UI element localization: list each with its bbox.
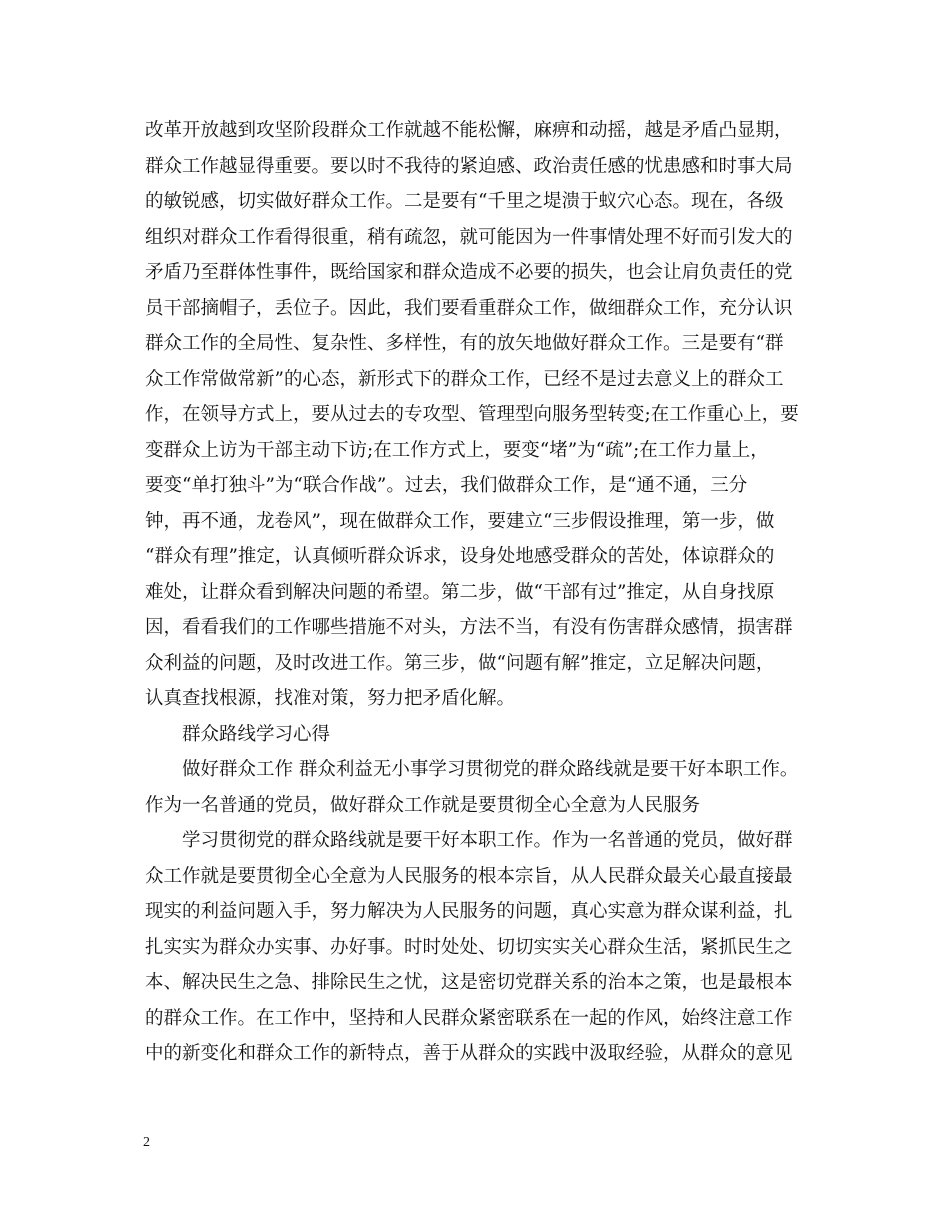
text-line: 要变“单打独斗”为“联合作战”。过去，我们做群众工作，是“通不通，三分 xyxy=(145,475,748,496)
text-line: 群众工作越显得重要。要以时不我待的紧迫感、政治责任感的忧患感和时事大局 xyxy=(145,155,793,177)
text-line: 认真查找根源，找准对策，努力把矛盾化解。 xyxy=(145,688,516,709)
text-line: 众工作就是要贯彻全心全意为人民服务的根本宗旨，从人民群众最关心最直接最 xyxy=(145,865,793,887)
text-line: 学习贯彻党的群众路线就是要干好本职工作。作为一名普通的党员，做好群 xyxy=(182,830,793,851)
text-line: 作为一名普通的党员，做好群众工作就是要贯彻全心全意为人民服务 xyxy=(145,794,701,816)
section-heading: 群众路线学习心得 xyxy=(182,723,331,745)
text-line: 中的新变化和群众工作的新特点，善于从群众的实践中汲取经验，从群众的意见 xyxy=(145,1043,793,1064)
text-line: 员干部摘帽子，丢位子。因此，我们要看重群众工作，做细群众工作，充分认识 xyxy=(145,297,793,319)
text-line: 难处，让群众看到解决问题的希望。第二步，做“干部有过”推定，从自身找原 xyxy=(145,581,775,603)
text-line: “群众有理”推定，认真倾听群众诉求，设身处地感受群众的苦处，体谅群众的 xyxy=(145,546,775,567)
text-line: 变群众上访为干部主动下访;在工作方式上，要变“堵”为“疏”;在工作力量上， xyxy=(145,439,769,461)
text-line: 矛盾乃至群体性事件，既给国家和群众造成不必要的损失，也会让肩负责任的党 xyxy=(145,262,793,283)
page-number: 2 xyxy=(143,1135,150,1150)
document-body xyxy=(145,113,825,1072)
text-line: 组织对群众工作看得很重，稍有疏忽，就可能因为一件事情处理不好而引发大的 xyxy=(145,226,793,248)
text-line: 众工作常做常新”的心态，新形式下的群众工作，已经不是过去意义上的群众工 xyxy=(145,368,784,390)
text-line: 群众工作的全局性、复杂性、多样性，有的放矢地做好群众工作。三是要有“群 xyxy=(145,333,784,354)
text-line: 改革开放越到攻坚阶段群众工作就越不能松懈，麻痹和动摇，越是矛盾凸显期， xyxy=(145,120,793,141)
text-line: 的敏锐感，切实做好群众工作。二是要有“千里之堤溃于蚁穴心态。现在，各级 xyxy=(145,191,784,212)
text-line: 现实的利益问题入手，努力解决为人民服务的问题，真心实意为群众谋利益，扎 xyxy=(145,901,793,922)
text-line: 做好群众工作 群众利益无小事学习贯彻党的群众路线就是要干好本职工作。 xyxy=(182,759,799,780)
text-line: 扎实实为群众办实事、办好事。时时处处、切切实实关心群众生活，紧抓民生之 xyxy=(145,936,793,958)
text-line: 众利益的问题，及时改进工作。第三步，做“问题有解”推定，立足解决问题， xyxy=(145,652,775,674)
text-line: 钟，再不通，龙卷风”，现在做群众工作，要建立“三步假设推理，第一步，做 xyxy=(145,510,775,532)
text-line: 因，看看我们的工作哪些措施不对头，方法不当，有没有伤害群众感情，损害群 xyxy=(145,617,793,638)
text-line: 本、解决民生之急、排除民生之忧，这是密切党群关系的治本之策，也是最根本 xyxy=(145,972,793,993)
text-line: 的群众工作。在工作中，坚持和人民群众紧密联系在一起的作风，始终注意工作 xyxy=(145,1007,793,1029)
text-line: 作，在领导方式上，要从过去的专攻型、管理型向服务型转变;在工作重心上，要 xyxy=(145,404,799,425)
